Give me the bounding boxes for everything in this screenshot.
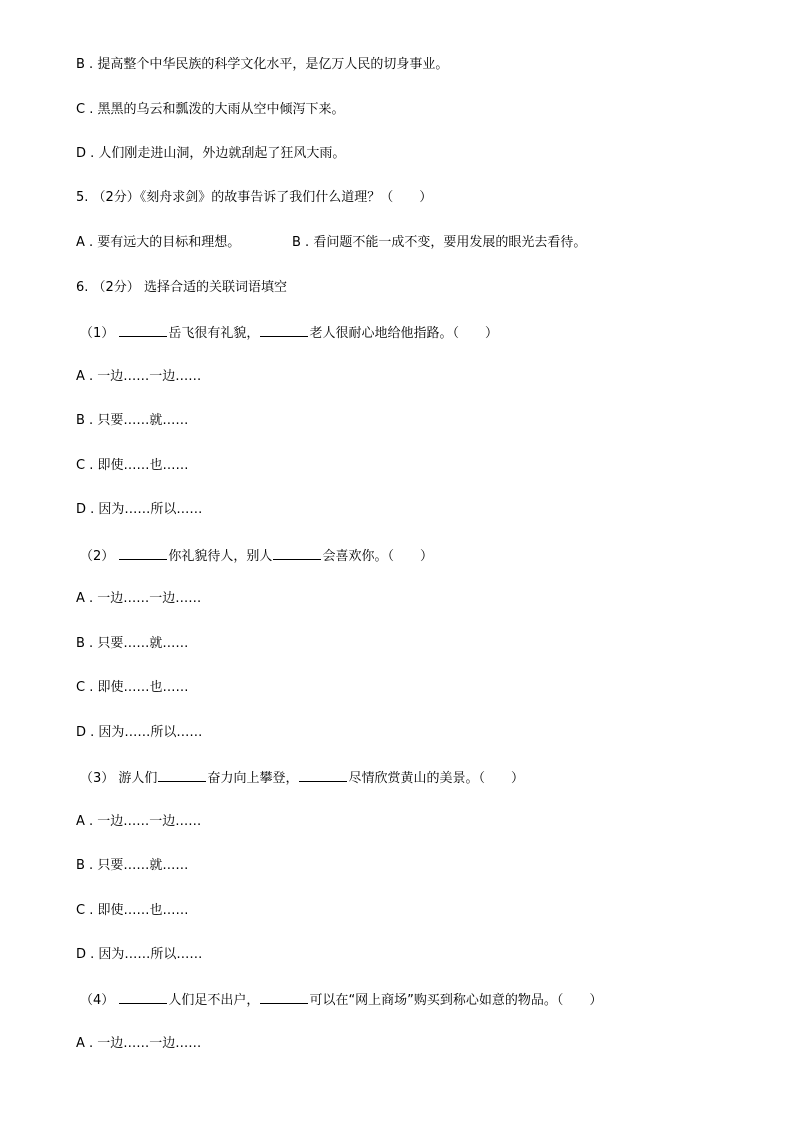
- q6-sub1-option-d: D . 因为……所以……: [76, 502, 203, 517]
- sub-number: （2）: [80, 549, 115, 564]
- q6-sub1: [80, 324, 498, 342]
- answer-blank: [119, 547, 167, 560]
- answer-blank: [119, 991, 167, 1004]
- sub-number: （1）: [80, 326, 115, 341]
- sub-pre: 游人们: [118, 771, 158, 786]
- q6-stem: 6. （2分） 选择合适的关联词语填空: [76, 280, 287, 295]
- q6-sub2-option-a: A . 一边……一边……: [76, 591, 202, 606]
- q5-option-b: B . 看问题不能一成不变，要用发展的眼光去看待。: [292, 235, 587, 250]
- q6-sub2-option-b: B . 只要……就……: [76, 636, 189, 651]
- answer-blank: [260, 991, 308, 1004]
- sub-post: 可以在“网上商场”购买到称心如意的物品。（ ）: [309, 993, 603, 1008]
- answer-blank: [158, 769, 206, 782]
- answer-blank: [299, 769, 347, 782]
- answer-blank: [273, 547, 321, 560]
- q6-sub3-option-c: C . 即使……也……: [76, 903, 189, 918]
- sub-number: （3）: [80, 771, 115, 786]
- q6-sub2-option-c: C . 即使……也……: [76, 680, 189, 695]
- sub-mid: 奋力向上攀登，: [207, 771, 299, 786]
- sub-post: 会喜欢你。（ ）: [322, 549, 433, 564]
- sub-post: 老人很耐心地给他指路。（ ）: [309, 326, 498, 341]
- q6-sub2: [80, 547, 433, 565]
- sub-post: 尽情欣赏黄山的美景。（ ）: [348, 771, 524, 786]
- q6-sub1-option-b: B . 只要……就……: [76, 413, 189, 428]
- q6-sub3-option-b: B . 只要……就……: [76, 858, 189, 873]
- answer-blank: [119, 324, 167, 337]
- q4-option-b: B . 提高整个中华民族的科学文化水平，是亿万人民的切身事业。: [76, 57, 449, 72]
- sub-number: （4）: [80, 993, 115, 1008]
- q6-sub3-option-a: A . 一边……一边……: [76, 814, 202, 829]
- q6-sub3-option-d: D . 因为……所以……: [76, 947, 203, 962]
- sub-mid: 你礼貌待人，别人: [168, 549, 273, 564]
- q4-option-c: C . 黑黑的乌云和瓢泼的大雨从空中倾泻下来。: [76, 102, 345, 117]
- q6-sub1-option-a: A . 一边……一边……: [76, 369, 202, 384]
- q4-option-d: D . 人们刚走进山洞，外边就刮起了狂风大雨。: [76, 146, 346, 161]
- q5-option-a: A . 要有远大的目标和理想。: [76, 235, 241, 250]
- q6-sub2-option-d: D . 因为……所以……: [76, 725, 203, 740]
- q5-options-row: [76, 235, 240, 251]
- q5-stem: 5. （2分）《刻舟求剑》的故事告诉了我们什么道理？（ ）: [76, 190, 433, 205]
- q6-sub3: [80, 769, 524, 787]
- answer-blank: [260, 324, 308, 337]
- sub-mid: 岳飞很有礼貌，: [168, 326, 260, 341]
- sub-mid: 人们足不出户，: [168, 993, 260, 1008]
- q6-sub4-option-a: A . 一边……一边……: [76, 1036, 202, 1051]
- q6-sub4: [80, 991, 602, 1009]
- q6-sub1-option-c: C . 即使……也……: [76, 458, 189, 473]
